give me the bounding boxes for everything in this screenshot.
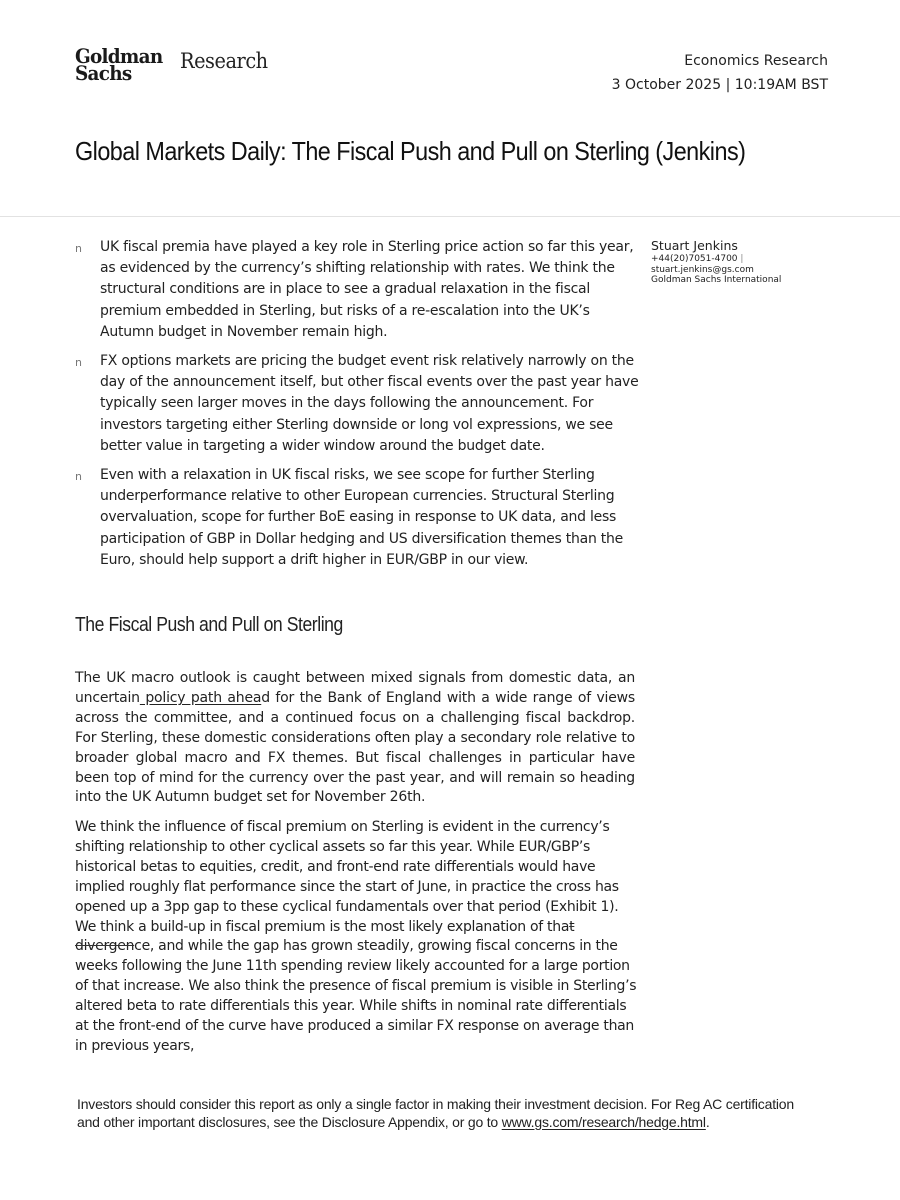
header-meta	[612, 49, 828, 97]
author-block	[651, 238, 781, 286]
key-point	[75, 237, 640, 343]
author-email[interactable]: stuart.jenkins@gs.com	[651, 264, 754, 275]
disclosure-footer	[77, 1096, 817, 1131]
disclaimer-text: Investors should consider this report as only a single factor in making their investment decision. For Reg AC certification and other important disclosures, see the Disclosure Appendix, or go to	[77, 1096, 794, 1130]
department-label: Economics Research	[684, 53, 828, 69]
key-point-text: UK fiscal premia have played a key role in Sterling price action so far this year, as evidenced by the currency’s shifting relationship with rates. We think the structural conditions are in place to see a gradual relaxation in the fiscal premium embedded in Sterling, but risks of a re-escalation into the UK’s Autumn budget in November remain high.	[100, 239, 634, 340]
body-paragraph-2	[75, 818, 640, 1057]
key-point-text: FX options markets are pricing the budget event risk relatively narrowly on the day of the announcement itself, but other fiscal events over the past year have typically seen larger moves in the days following the announcement. For investors targeting either Sterling downside or long vol expressions, we see better value in targeting a wider window around the budget date.	[100, 353, 639, 454]
bullet-icon: n	[75, 470, 82, 484]
key-point-text: Even with a relaxation in UK fiscal risks, we see scope for further Sterling underperformance relative to other European currencies. Structural Sterling overvaluation, scope for further BoE easing in response to UK data, and less participation of GBP in Dollar hedging and US diversification themes than the Euro, should help support a drift higher in EUR/GBP in our view.	[100, 467, 624, 568]
para1-text-start: The UK macro outlook is caught between mixed signals from domestic data, an uncertain	[75, 670, 635, 706]
logo-line-2: Sachs	[75, 61, 132, 85]
logo-research-label: Research	[180, 49, 268, 73]
key-points-list	[75, 237, 640, 579]
logo-line-1: Goldman	[75, 44, 163, 68]
author-phone: +44(20)7051-4700	[651, 254, 738, 264]
date-separator: |	[725, 77, 731, 93]
bullet-icon: n	[75, 356, 82, 370]
para2-text-start: We think the influence of fiscal premium on Sterling is evident in the currency’s shifting relationship to other cyclical assets so far this year. While EUR/GBP’s historical betas to equities, credit, and front-end rate differentials would have implied roughly flat performance since the start of June, in practice the cross has opened up a 3pp gap to these cyclical fundamentals over that period (Exhibit 1). We think a build-up in fiscal premium is the most likely explanation of tha	[75, 819, 619, 935]
para1-text-end: d for the Bank of England with a wide range of views across the committee, and a continued focus on a challenging fiscal backdrop. For Sterling, these domestic considerations often play a secondary role relative to broader global macro and FX themes. But fiscal challenges in particular have been top of mind for the currency over the past year, and will remain so heading into the UK Autumn budget set for November 26th.	[75, 689, 635, 806]
header-divider	[0, 216, 900, 217]
publish-time: 10:19AM BST	[734, 77, 828, 93]
disclosure-link[interactable]: www.gs.com/research/hedge.html	[501, 1113, 706, 1130]
disclaimer-end: .	[705, 1113, 710, 1130]
policy-path-link[interactable]: policy path ahea	[139, 689, 262, 706]
phone-separator: |	[740, 254, 744, 264]
author-phone-line	[651, 254, 781, 265]
goldman-sachs-research-logo	[75, 44, 275, 85]
divergence-link[interactable]: t divergen	[75, 918, 575, 955]
bullet-icon: n	[75, 242, 82, 255]
publish-datetime	[612, 73, 828, 97]
para2-text-end: ce, and while the gap has grown steadily, growing fiscal concerns in the weeks following the June 11th spending review likely accounted for a large portion of that increase. We also think the presence of fiscal premium is visible in Sterling’s altered beta to rate differentials this year. While shifts in nominal rate differentials at the front-end of the curve have produced a similar FX response on average than in previous years,	[75, 938, 637, 1054]
key-point	[75, 351, 640, 457]
goldman-sachs-wordmark	[75, 44, 163, 85]
key-point	[75, 465, 640, 571]
report-title: Global Markets Daily: The Fiscal Push and Pull on Sterling (Jenkins)	[75, 136, 746, 166]
author-name: Stuart Jenkins	[651, 238, 738, 253]
body-paragraph-1	[75, 669, 635, 808]
publish-date: 3 October 2025	[611, 77, 722, 93]
author-entity: Goldman Sachs International	[651, 275, 782, 285]
section-heading: The Fiscal Push and Pull on Sterling	[75, 614, 343, 636]
